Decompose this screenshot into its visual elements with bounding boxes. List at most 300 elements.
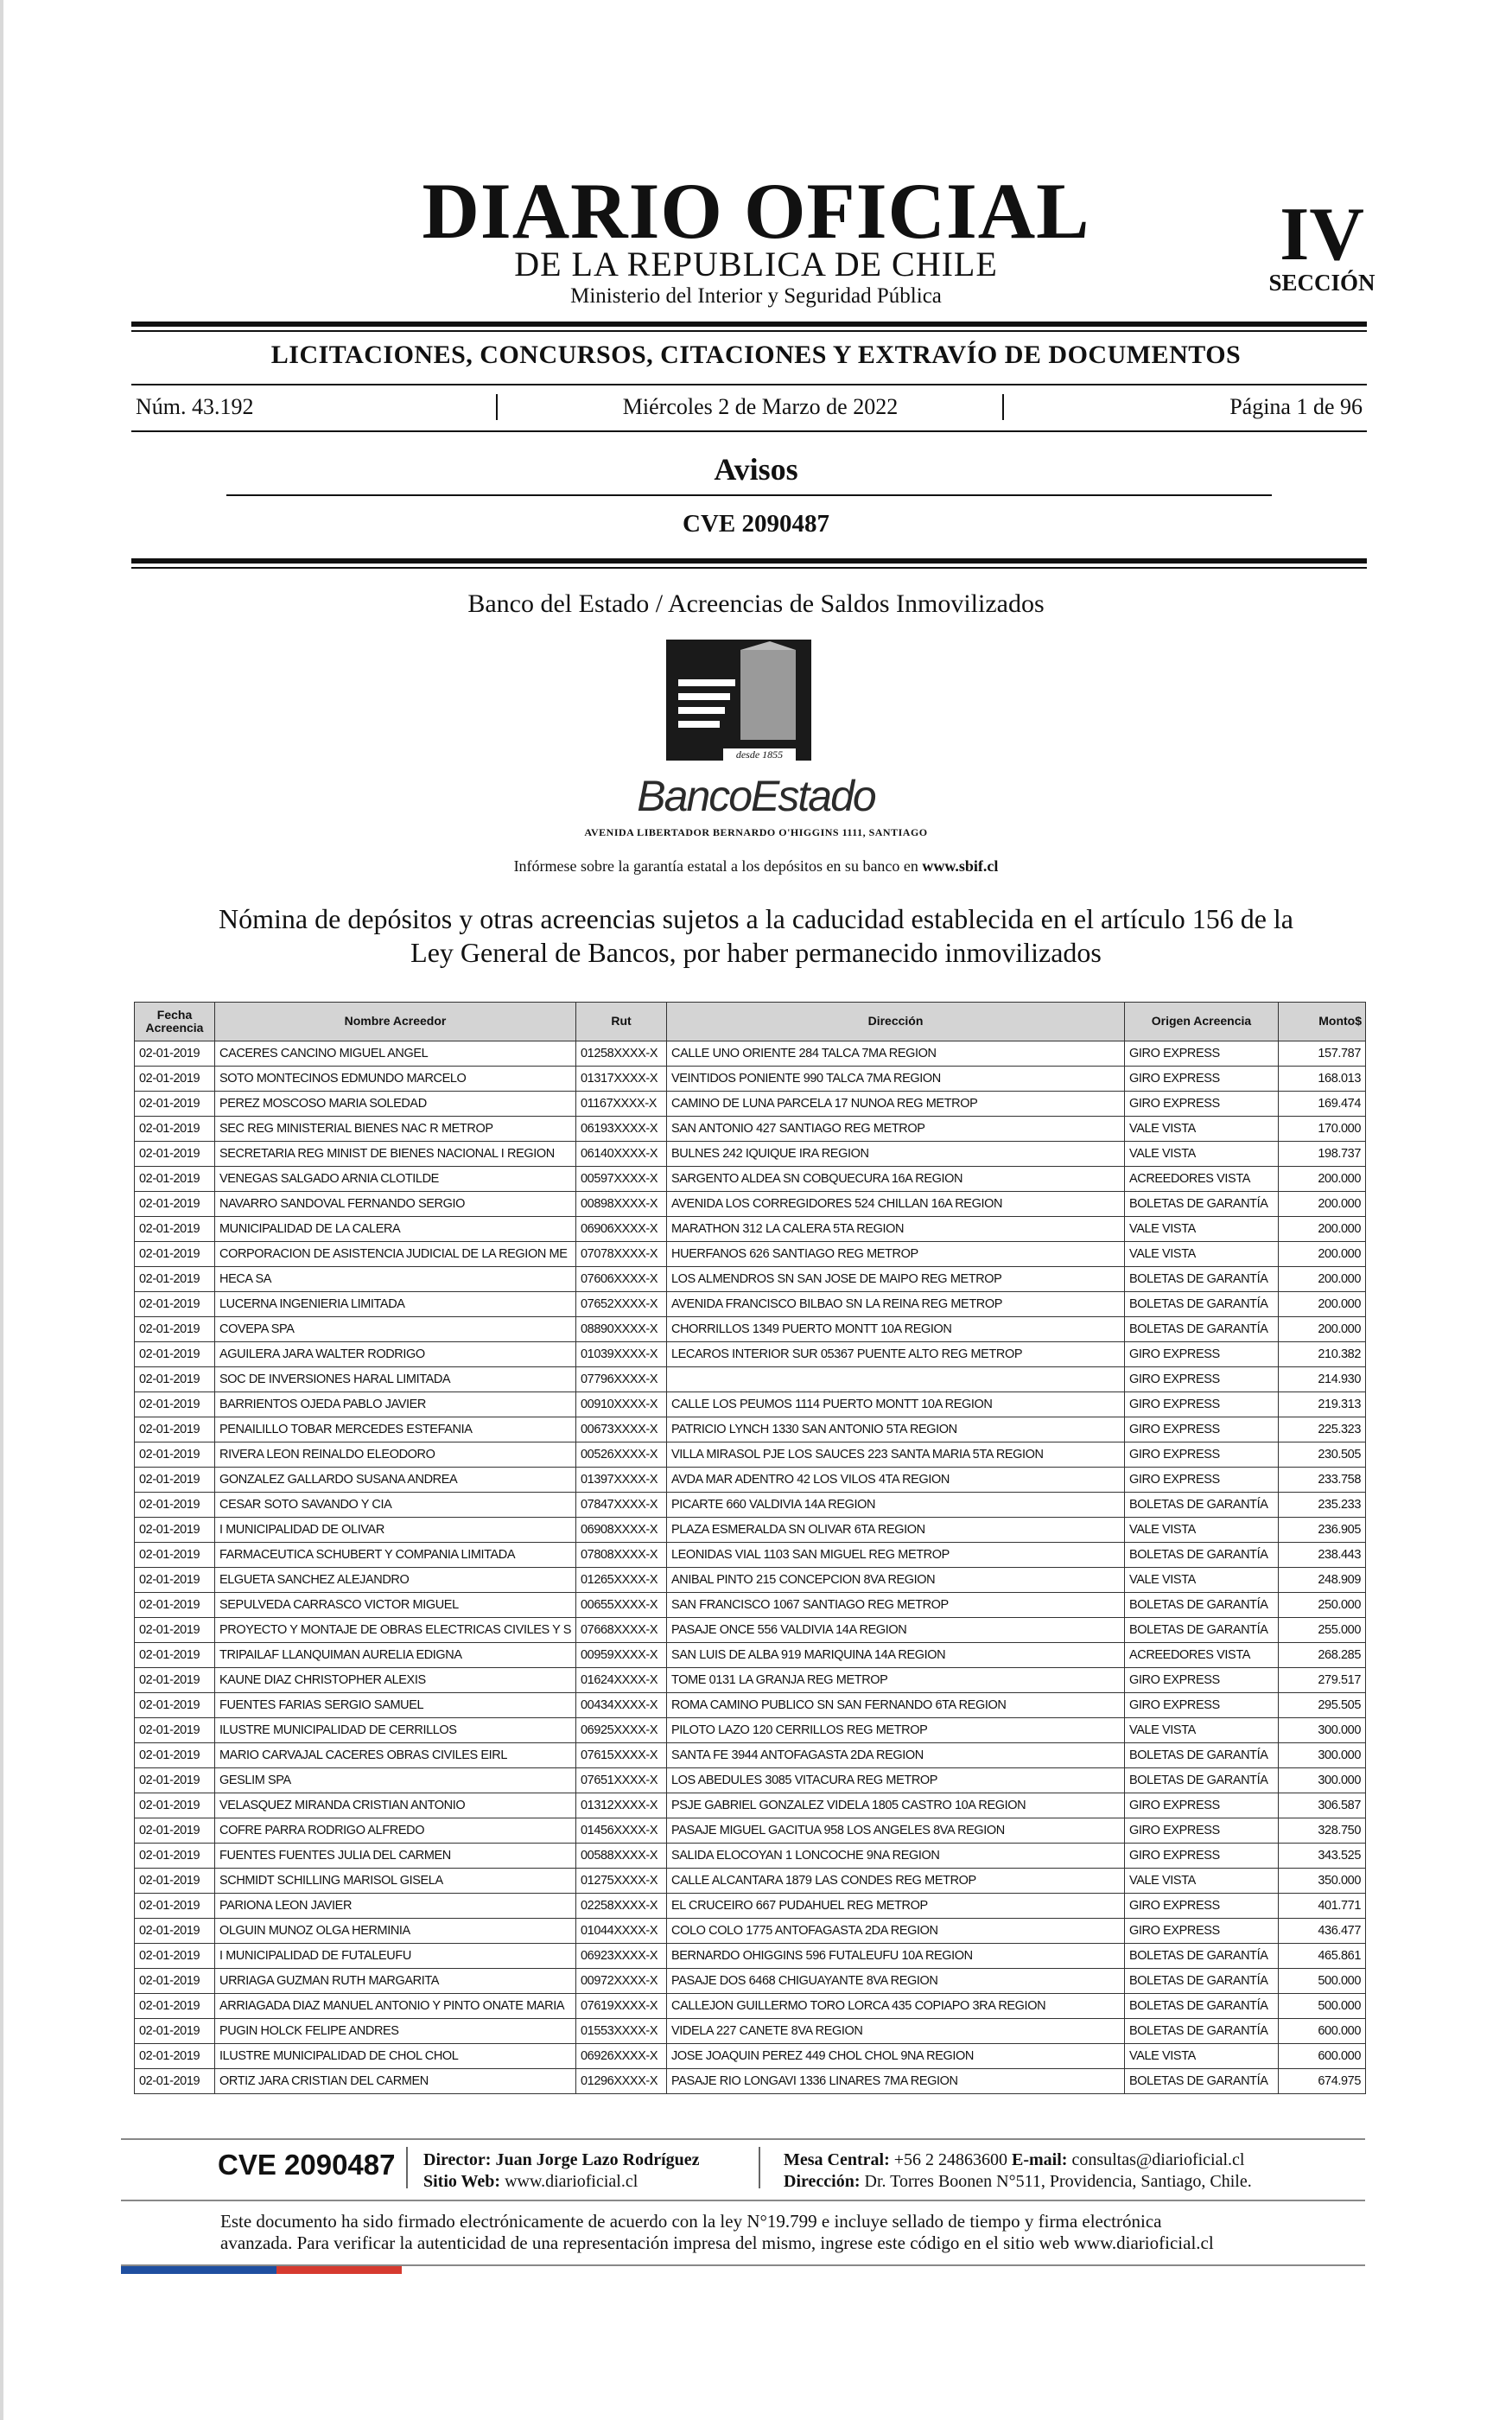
cell-origen: BOLETAS DE GARANTÍA (1125, 1743, 1279, 1768)
cell-direccion: SARGENTO ALDEA SN COBQUECURA 16A REGION (667, 1167, 1125, 1192)
cell-fecha: 02-01-2019 (135, 1317, 215, 1342)
cell-nombre: OLGUIN MUNOZ OLGA HERMINIA (215, 1919, 576, 1944)
table-row (135, 1367, 1366, 1392)
cell-fecha: 02-01-2019 (135, 1442, 215, 1468)
cell-fecha: 02-01-2019 (135, 1844, 215, 1869)
cell-fecha: 02-01-2019 (135, 1067, 215, 1092)
cell-fecha: 02-01-2019 (135, 1668, 215, 1693)
table-row (135, 1518, 1366, 1543)
header-rule-top (131, 322, 1367, 327)
table-row (135, 1493, 1366, 1518)
cell-rut: 01624XXXX-X (576, 1668, 667, 1693)
cell-fecha: 02-01-2019 (135, 1718, 215, 1743)
cell-fecha: 02-01-2019 (135, 1041, 215, 1067)
cell-rut: 00434XXXX-X (576, 1693, 667, 1718)
cell-nombre: VELASQUEZ MIRANDA CRISTIAN ANTONIO (215, 1793, 576, 1818)
cell-direccion: SAN LUIS DE ALBA 919 MARIQUINA 14A REGION (667, 1643, 1125, 1668)
cell-origen: BOLETAS DE GARANTÍA (1125, 1994, 1279, 2019)
cell-fecha: 02-01-2019 (135, 1743, 215, 1768)
table-row (135, 1743, 1366, 1768)
table-row (135, 1142, 1366, 1167)
cell-rut: 00898XXXX-X (576, 1192, 667, 1217)
cell-origen: GIRO EXPRESS (1125, 1417, 1279, 1442)
cell-origen: BOLETAS DE GARANTÍA (1125, 1543, 1279, 1568)
cell-monto: 236.905 (1279, 1518, 1366, 1543)
cell-monto: 200.000 (1279, 1167, 1366, 1192)
cell-fecha: 02-01-2019 (135, 1242, 215, 1267)
cell-nombre: SOTO MONTECINOS EDMUNDO MARCELO (215, 1067, 576, 1092)
col-rut: Rut (576, 1003, 667, 1041)
building-icon (666, 640, 811, 761)
cell-origen: BOLETAS DE GARANTÍA (1125, 1292, 1279, 1317)
cell-origen: GIRO EXPRESS (1125, 1844, 1279, 1869)
cell-monto: 238.443 (1279, 1543, 1366, 1568)
cell-monto: 300.000 (1279, 1768, 1366, 1793)
cell-rut: 07796XXXX-X (576, 1367, 667, 1392)
cell-direccion: BERNARDO OHIGGINS 596 FUTALEUFU 10A REGION (667, 1944, 1125, 1969)
cell-nombre: SEPULVEDA CARRASCO VICTOR MIGUEL (215, 1593, 576, 1618)
section-label: SECCIÓN (1268, 270, 1375, 296)
footer-director-line: Director: Juan Jorge Lazo Rodríguez (423, 2150, 700, 2169)
cell-rut: 00972XXXX-X (576, 1969, 667, 1994)
cell-origen: GIRO EXPRESS (1125, 1793, 1279, 1818)
cell-direccion: ROMA CAMINO PUBLICO SN SAN FERNANDO 6TA REGION (667, 1693, 1125, 1718)
cell-origen: BOLETAS DE GARANTÍA (1125, 1267, 1279, 1292)
cell-monto: 200.000 (1279, 1317, 1366, 1342)
cell-origen: BOLETAS DE GARANTÍA (1125, 2019, 1279, 2044)
cell-rut: 06140XXXX-X (576, 1142, 667, 1167)
table-row (135, 1768, 1366, 1793)
issue-number: Núm. 43.192 (136, 394, 254, 419)
footer-phone: +56 2 24863600 (893, 2150, 1008, 2169)
footer-director: Juan Jorge Lazo Rodríguez (495, 2150, 700, 2169)
cell-direccion: PICARTE 660 VALDIVIA 14A REGION (667, 1493, 1125, 1518)
cell-monto: 200.000 (1279, 1217, 1366, 1242)
cell-monto: 600.000 (1279, 2019, 1366, 2044)
cell-origen: GIRO EXPRESS (1125, 1067, 1279, 1092)
table-row (135, 1568, 1366, 1593)
cell-fecha: 02-01-2019 (135, 1417, 215, 1442)
cell-origen: VALE VISTA (1125, 1718, 1279, 1743)
footer-address-line: Dirección: Dr. Torres Boonen N°511, Providencia, Santiago, Chile. (784, 2172, 1252, 2191)
cell-origen: GIRO EXPRESS (1125, 1367, 1279, 1392)
cell-rut: 00597XXXX-X (576, 1167, 667, 1192)
cell-rut: 00673XXXX-X (576, 1417, 667, 1442)
cell-monto: 350.000 (1279, 1869, 1366, 1894)
cell-rut: 01275XXXX-X (576, 1869, 667, 1894)
footer-separator (406, 2147, 408, 2188)
cell-fecha: 02-01-2019 (135, 1367, 215, 1392)
cell-monto: 200.000 (1279, 1292, 1366, 1317)
cell-nombre: SEC REG MINISTERIAL BIENES NAC R METROP (215, 1117, 576, 1142)
table-row (135, 1092, 1366, 1117)
guarantee-line (0, 857, 1512, 876)
cell-direccion: VIDELA 227 CANETE 8VA REGION (667, 2019, 1125, 2044)
nomina-line: Ley General de Bancos, por haber permanecido inmovilizados (410, 937, 1102, 969)
bancoestado-logo (666, 640, 811, 761)
cell-monto: 343.525 (1279, 1844, 1366, 1869)
cell-rut: 01039XXXX-X (576, 1342, 667, 1367)
cell-monto: 401.771 (1279, 1894, 1366, 1919)
cell-monto: 248.909 (1279, 1568, 1366, 1593)
cell-nombre: I MUNICIPALIDAD DE FUTALEUFU (215, 1944, 576, 1969)
cell-monto: 235.233 (1279, 1493, 1366, 1518)
table-row (135, 1543, 1366, 1568)
cell-origen: GIRO EXPRESS (1125, 1442, 1279, 1468)
category-rule (131, 384, 1367, 385)
cell-origen: BOLETAS DE GARANTÍA (1125, 1969, 1279, 1994)
cell-origen: BOLETAS DE GARANTÍA (1125, 1944, 1279, 1969)
cell-rut: 01296XXXX-X (576, 2069, 667, 2094)
footer-cve: CVE 2090487 (218, 2149, 396, 2181)
cell-fecha: 02-01-2019 (135, 1543, 215, 1568)
cell-fecha: 02-01-2019 (135, 1693, 215, 1718)
footer-note-line: avanzada. Para verificar la autenticidad de una representación impresa del mismo, ingrese este código en el sitio web www.diarioficial.cl (220, 2232, 1214, 2254)
cell-monto: 168.013 (1279, 1067, 1366, 1092)
cell-fecha: 02-01-2019 (135, 1894, 215, 1919)
cell-monto: 300.000 (1279, 1718, 1366, 1743)
cell-direccion: LECAROS INTERIOR SUR 05367 PUENTE ALTO REG METROP (667, 1342, 1125, 1367)
cell-origen: ACREEDORES VISTA (1125, 1167, 1279, 1192)
cell-direccion: VEINTIDOS PONIENTE 990 TALCA 7MA REGION (667, 1067, 1125, 1092)
cell-nombre: TRIPAILAF LLANQUIMAN AURELIA EDIGNA (215, 1643, 576, 1668)
cell-rut: 01265XXXX-X (576, 1568, 667, 1593)
cell-direccion: SANTA FE 3944 ANTOFAGASTA 2DA REGION (667, 1743, 1125, 1768)
table-row (135, 1041, 1366, 1067)
flag-stripe-blue (121, 2266, 276, 2274)
cell-fecha: 02-01-2019 (135, 1092, 215, 1117)
cell-origen: GIRO EXPRESS (1125, 1919, 1279, 1944)
cell-monto: 170.000 (1279, 1117, 1366, 1142)
cell-nombre: COVEPA SPA (215, 1317, 576, 1342)
table-row (135, 1718, 1366, 1743)
cell-rut: 01044XXXX-X (576, 1919, 667, 1944)
cell-rut: 01397XXXX-X (576, 1468, 667, 1493)
logo-since: desde 1855 (735, 748, 784, 761)
cell-direccion: LOS ABEDULES 3085 VITACURA REG METROP (667, 1768, 1125, 1793)
table-row (135, 1217, 1366, 1242)
cell-fecha: 02-01-2019 (135, 1994, 215, 2019)
cell-direccion: CALLE UNO ORIENTE 284 TALCA 7MA REGION (667, 1041, 1125, 1067)
table-row (135, 1242, 1366, 1267)
cell-rut: 07606XXXX-X (576, 1267, 667, 1292)
cell-direccion: PATRICIO LYNCH 1330 SAN ANTONIO 5TA REGION (667, 1417, 1125, 1442)
table-row (135, 1944, 1366, 1969)
cell-rut: 08890XXXX-X (576, 1317, 667, 1342)
table-row (135, 1267, 1366, 1292)
cell-nombre: BARRIENTOS OJEDA PABLO JAVIER (215, 1392, 576, 1417)
cell-rut: 00588XXXX-X (576, 1844, 667, 1869)
footer-contact-line: Mesa Central: +56 2 24863600 E-mail: consultas@diarioficial.cl (784, 2150, 1245, 2169)
cell-direccion: ANIBAL PINTO 215 CONCEPCION 8VA REGION (667, 1568, 1125, 1593)
cell-origen: VALE VISTA (1125, 1242, 1279, 1267)
cell-rut: 07078XXXX-X (576, 1242, 667, 1267)
cell-direccion: CALLE LOS PEUMOS 1114 PUERTO MONTT 10A REGION (667, 1392, 1125, 1417)
cell-nombre: ILUSTRE MUNICIPALIDAD DE CHOL CHOL (215, 2044, 576, 2069)
guarantee-text: Infórmese sobre la garantía estatal a los depósitos en su banco en (513, 857, 918, 875)
cell-monto: 169.474 (1279, 1092, 1366, 1117)
cell-fecha: 02-01-2019 (135, 1793, 215, 1818)
cell-origen: GIRO EXPRESS (1125, 1894, 1279, 1919)
table-row (135, 1969, 1366, 1994)
cell-monto: 233.758 (1279, 1468, 1366, 1493)
cell-direccion: PSJE GABRIEL GONZALEZ VIDELA 1805 CASTRO 10A REGION (667, 1793, 1125, 1818)
table-row (135, 1292, 1366, 1317)
meta-rule (131, 430, 1367, 432)
cell-fecha: 02-01-2019 (135, 1392, 215, 1417)
cell-direccion: PASAJE MIGUEL GACITUA 958 LOS ANGELES 8VA REGION (667, 1818, 1125, 1844)
table-row (135, 1844, 1366, 1869)
cell-fecha: 02-01-2019 (135, 2069, 215, 2094)
cell-rut: 01553XXXX-X (576, 2019, 667, 2044)
table-row (135, 1417, 1366, 1442)
cell-monto: 200.000 (1279, 1242, 1366, 1267)
cell-rut: 00910XXXX-X (576, 1392, 667, 1417)
cell-fecha: 02-01-2019 (135, 1468, 215, 1493)
cell-direccion: AVENIDA LOS CORREGIDORES 524 CHILLAN 16A REGION (667, 1192, 1125, 1217)
section-number: IV (1280, 193, 1364, 277)
cell-origen: BOLETAS DE GARANTÍA (1125, 1192, 1279, 1217)
cell-monto: 230.505 (1279, 1442, 1366, 1468)
cell-fecha: 02-01-2019 (135, 1142, 215, 1167)
cell-nombre: COFRE PARRA RODRIGO ALFREDO (215, 1818, 576, 1844)
cell-monto: 225.323 (1279, 1417, 1366, 1442)
cell-direccion: LEONIDAS VIAL 1103 SAN MIGUEL REG METROP (667, 1543, 1125, 1568)
cell-direccion: HUERFANOS 626 SANTIAGO REG METROP (667, 1242, 1125, 1267)
footer-rule-top (121, 2138, 1365, 2140)
cell-nombre: I MUNICIPALIDAD DE OLIVAR (215, 1518, 576, 1543)
cell-monto: 295.505 (1279, 1693, 1366, 1718)
table-row (135, 1317, 1366, 1342)
table-body (135, 1041, 1366, 2094)
cell-monto: 328.750 (1279, 1818, 1366, 1844)
cell-rut: 07847XXXX-X (576, 1493, 667, 1518)
bank-address: AVENIDA LIBERTADOR BERNARDO O'HIGGINS 1111, SANTIAGO (584, 826, 928, 838)
col-nombre: Nombre Acreedor (215, 1003, 576, 1041)
cell-monto: 500.000 (1279, 1994, 1366, 2019)
cve-code: CVE 2090487 (683, 510, 829, 538)
cell-direccion: COLO COLO 1775 ANTOFAGASTA 2DA REGION (667, 1919, 1125, 1944)
cell-nombre: ILUSTRE MUNICIPALIDAD DE CERRILLOS (215, 1718, 576, 1743)
cell-monto: 268.285 (1279, 1643, 1366, 1668)
cell-rut: 07615XXXX-X (576, 1743, 667, 1768)
table-row (135, 1693, 1366, 1718)
cell-rut: 01258XXXX-X (576, 1041, 667, 1067)
cell-origen: BOLETAS DE GARANTÍA (1125, 2069, 1279, 2094)
cell-rut: 07651XXXX-X (576, 1768, 667, 1793)
cell-monto: 200.000 (1279, 1267, 1366, 1292)
cell-rut: 06906XXXX-X (576, 1217, 667, 1242)
cell-rut: 06193XXXX-X (576, 1117, 667, 1142)
table-row (135, 2019, 1366, 2044)
cell-nombre: CORPORACION DE ASISTENCIA JUDICIAL DE LA REGION ME (215, 1242, 576, 1267)
cell-rut: 06925XXXX-X (576, 1718, 667, 1743)
cell-nombre: PROYECTO Y MONTAJE DE OBRAS ELECTRICAS CIVILES Y S (215, 1618, 576, 1643)
cell-rut: 06923XXXX-X (576, 1944, 667, 1969)
cell-direccion: PASAJE ONCE 556 VALDIVIA 14A REGION (667, 1618, 1125, 1643)
footer-email[interactable]: consultas@diarioficial.cl (1071, 2150, 1245, 2169)
masthead-subtitle: DE LA REPUBLICA DE CHILE (514, 245, 998, 283)
cell-direccion: SAN ANTONIO 427 SANTIAGO REG METROP (667, 1117, 1125, 1142)
cell-direccion: PASAJE RIO LONGAVI 1336 LINARES 7MA REGION (667, 2069, 1125, 2094)
table-row (135, 1869, 1366, 1894)
col-direccion: Dirección (667, 1003, 1125, 1041)
cell-direccion: PILOTO LAZO 120 CERRILLOS REG METROP (667, 1718, 1125, 1743)
cell-nombre: PEREZ MOSCOSO MARIA SOLEDAD (215, 1092, 576, 1117)
cell-fecha: 02-01-2019 (135, 1969, 215, 1994)
table-row (135, 1919, 1366, 1944)
cell-nombre: PARIONA LEON JAVIER (215, 1894, 576, 1919)
cell-origen: GIRO EXPRESS (1125, 1392, 1279, 1417)
cell-fecha: 02-01-2019 (135, 1292, 215, 1317)
cell-nombre: HECA SA (215, 1267, 576, 1292)
cell-rut: 01167XXXX-X (576, 1092, 667, 1117)
cell-rut: 01312XXXX-X (576, 1793, 667, 1818)
cell-origen: BOLETAS DE GARANTÍA (1125, 1593, 1279, 1618)
table-row (135, 1818, 1366, 1844)
cell-rut: 00959XXXX-X (576, 1643, 667, 1668)
cell-monto: 436.477 (1279, 1919, 1366, 1944)
footer-address: Dr. Torres Boonen N°511, Providencia, Santiago, Chile. (864, 2172, 1252, 2191)
cell-nombre: PUGIN HOLCK FELIPE ANDRES (215, 2019, 576, 2044)
cell-fecha: 02-01-2019 (135, 1869, 215, 1894)
cell-monto: 300.000 (1279, 1743, 1366, 1768)
cell-fecha: 02-01-2019 (135, 1267, 215, 1292)
cell-rut: 01456XXXX-X (576, 1818, 667, 1844)
cell-nombre: FARMACEUTICA SCHUBERT Y COMPANIA LIMITADA (215, 1543, 576, 1568)
cell-monto: 279.517 (1279, 1668, 1366, 1693)
cell-nombre: VENEGAS SALGADO ARNIA CLOTILDE (215, 1167, 576, 1192)
cell-direccion: PASAJE DOS 6468 CHIGUAYANTE 8VA REGION (667, 1969, 1125, 1994)
table-row (135, 1117, 1366, 1142)
table-row (135, 1442, 1366, 1468)
cell-monto: 250.000 (1279, 1593, 1366, 1618)
cell-monto: 214.930 (1279, 1367, 1366, 1392)
cell-direccion: SALIDA ELOCOYAN 1 LONCOCHE 9NA REGION (667, 1844, 1125, 1869)
cell-monto: 210.382 (1279, 1342, 1366, 1367)
cell-monto: 157.787 (1279, 1041, 1366, 1067)
cell-nombre: GONZALEZ GALLARDO SUSANA ANDREA (215, 1468, 576, 1493)
avisos-rule (226, 494, 1272, 496)
cell-direccion (667, 1367, 1125, 1392)
cell-nombre: LUCERNA INGENIERIA LIMITADA (215, 1292, 576, 1317)
cell-monto: 674.975 (1279, 2069, 1366, 2094)
cell-fecha: 02-01-2019 (135, 1568, 215, 1593)
cell-origen: VALE VISTA (1125, 1117, 1279, 1142)
cell-origen: GIRO EXPRESS (1125, 1041, 1279, 1067)
cell-fecha: 02-01-2019 (135, 1192, 215, 1217)
cell-origen: VALE VISTA (1125, 1142, 1279, 1167)
table-row (135, 1593, 1366, 1618)
cell-origen: GIRO EXPRESS (1125, 1468, 1279, 1493)
cell-nombre: SOC DE INVERSIONES HARAL LIMITADA (215, 1367, 576, 1392)
table-header-row (135, 1003, 1366, 1041)
cell-direccion: CHORRILLOS 1349 PUERTO MONTT 10A REGION (667, 1317, 1125, 1342)
cell-nombre: NAVARRO SANDOVAL FERNANDO SERGIO (215, 1192, 576, 1217)
cell-direccion: JOSE JOAQUIN PEREZ 449 CHOL CHOL 9NA REGION (667, 2044, 1125, 2069)
cell-fecha: 02-01-2019 (135, 1618, 215, 1643)
cve-rule-thin (131, 567, 1367, 569)
cell-fecha: 02-01-2019 (135, 1217, 215, 1242)
footer-web[interactable]: www.diarioficial.cl (505, 2172, 638, 2191)
cell-fecha: 02-01-2019 (135, 1518, 215, 1543)
cell-nombre: PENAILILLO TOBAR MERCEDES ESTEFANIA (215, 1417, 576, 1442)
cell-nombre: URRIAGA GUZMAN RUTH MARGARITA (215, 1969, 576, 1994)
cell-rut: 00526XXXX-X (576, 1442, 667, 1468)
cell-rut: 06908XXXX-X (576, 1518, 667, 1543)
cell-direccion: CALLEJON GUILLERMO TORO LORCA 435 COPIAPO 3RA REGION (667, 1994, 1125, 2019)
guarantee-link[interactable]: www.sbif.cl (922, 857, 999, 875)
masthead-title: DIARIO OFICIAL (422, 167, 1090, 255)
cell-origen: VALE VISTA (1125, 1518, 1279, 1543)
table-row (135, 1894, 1366, 1919)
table-row (135, 1468, 1366, 1493)
table-row (135, 1618, 1366, 1643)
cell-fecha: 02-01-2019 (135, 1167, 215, 1192)
table-row (135, 1192, 1366, 1217)
footer-legal-note (220, 2211, 1344, 2254)
cell-monto: 465.861 (1279, 1944, 1366, 1969)
flag-stripe-red (276, 2266, 402, 2274)
cell-direccion: CAMINO DE LUNA PARCELA 17 NUNOA REG METROP (667, 1092, 1125, 1117)
notice-title: Banco del Estado / Acreencias de Saldos Inmovilizados (467, 589, 1045, 618)
cell-origen: VALE VISTA (1125, 1568, 1279, 1593)
cell-direccion: LOS ALMENDROS SN SAN JOSE DE MAIPO REG METROP (667, 1267, 1125, 1292)
nomina-line: Nómina de depósitos y otras acreencias sujetos a la caducidad establecida en el artículo 156 de la (219, 903, 1293, 934)
cell-nombre: CACERES CANCINO MIGUEL ANGEL (215, 1041, 576, 1067)
footer-note-line: Este documento ha sido firmado electrónicamente de acuerdo con la ley N°19.799 e incluye sellado de tiempo y firma electrónica (220, 2211, 1162, 2232)
cell-nombre: GESLIM SPA (215, 1768, 576, 1793)
table-row (135, 1668, 1366, 1693)
cell-direccion: AVENIDA FRANCISCO BILBAO SN LA REINA REG METROP (667, 1292, 1125, 1317)
cell-nombre: ORTIZ JARA CRISTIAN DEL CARMEN (215, 2069, 576, 2094)
cell-nombre: ELGUETA SANCHEZ ALEJANDRO (215, 1568, 576, 1593)
cve-rule (131, 558, 1367, 564)
cell-fecha: 02-01-2019 (135, 1342, 215, 1367)
cell-fecha: 02-01-2019 (135, 1944, 215, 1969)
table-row (135, 1994, 1366, 2019)
cell-nombre: ARRIAGADA DIAZ MANUEL ANTONIO Y PINTO ONATE MARIA (215, 1994, 576, 2019)
cell-fecha: 02-01-2019 (135, 1818, 215, 1844)
cell-nombre: AGUILERA JARA WALTER RODRIGO (215, 1342, 576, 1367)
cell-monto: 500.000 (1279, 1969, 1366, 1994)
cell-nombre: RIVERA LEON REINALDO ELEODORO (215, 1442, 576, 1468)
footer-separator (759, 2147, 760, 2188)
header-rule-top-thin (131, 330, 1367, 332)
cell-direccion: SAN FRANCISCO 1067 SANTIAGO REG METROP (667, 1593, 1125, 1618)
cell-fecha: 02-01-2019 (135, 1919, 215, 1944)
col-monto: Monto$ (1279, 1003, 1366, 1041)
cell-origen: GIRO EXPRESS (1125, 1818, 1279, 1844)
cell-origen: BOLETAS DE GARANTÍA (1125, 1317, 1279, 1342)
bank-name: BancoEstado (637, 772, 875, 820)
cell-direccion: MARATHON 312 LA CALERA 5TA REGION (667, 1217, 1125, 1242)
cell-origen: ACREEDORES VISTA (1125, 1643, 1279, 1668)
footer-web-line: Sitio Web: www.diarioficial.cl (423, 2172, 638, 2191)
page-indicator: Página 1 de 96 (1229, 394, 1363, 419)
table-row (135, 1793, 1366, 1818)
cell-nombre: MARIO CARVAJAL CACERES OBRAS CIVILES EIRL (215, 1743, 576, 1768)
cell-rut: 06926XXXX-X (576, 2044, 667, 2069)
meta-separator (496, 394, 498, 420)
cell-fecha: 02-01-2019 (135, 2044, 215, 2069)
col-origen: Origen Acreencia (1125, 1003, 1279, 1041)
cell-origen: BOLETAS DE GARANTÍA (1125, 1493, 1279, 1518)
cell-direccion: VILLA MIRASOL PJE LOS SAUCES 223 SANTA MARIA 5TA REGION (667, 1442, 1125, 1468)
table-row (135, 1643, 1366, 1668)
cell-origen: GIRO EXPRESS (1125, 1668, 1279, 1693)
table-row (135, 1392, 1366, 1417)
